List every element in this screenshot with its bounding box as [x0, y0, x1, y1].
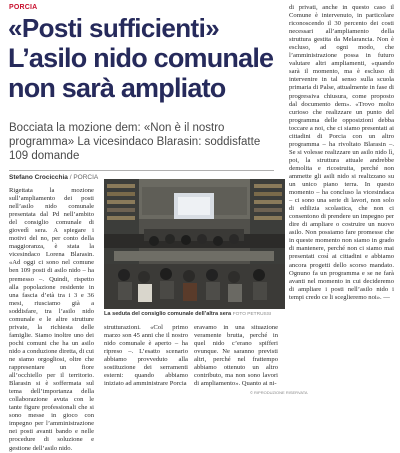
body-column-2: strutturazioni. «Col primo marzo son 45 anni che il nostro nido comunale è aperto – ha ripreso –. L’esatto scenario abbiamo provveduto alla sostituzione dei serramenti esterni: quando abbiamo iniziato ad amministrare Porcia	[104, 324, 188, 388]
subheadline: Bocciata la mozione dem: «Non è il nostro programma» La vicesindaco Blarasin: soddisfatte 109 domande	[9, 122, 261, 162]
council-meeting-photo	[104, 179, 285, 309]
byline	[9, 174, 98, 181]
body-column-1: Rigettata la mozione sull’ampliamento dei posti nell’asilo nido comunale presentata dal Pd nell’ambito del consiglio comunale di giovedì sera. A spiegare i motivi del no, per conto della maggioranza, è stata la vicesindaco Lorena Blarasin. «Ad oggi ci sono nel comune ben 109 posti di asilo nido – ha premesso –. Quindi, rispetto alla popolazione residente in una fascia d’età tra i 3 e 36 mesi, riusciamo già a soddisfare, tra l’asilo nido comunale e le altre strutture private, la richiesta delle famiglie. Siamo inoltre uno dei pochi comuni che ha un asilo nido a conduzione diretta, di cui ne siamo orgogliosi, oltre che rappresentare un fiore all’occhiello per il territorio. Blarasin si è soffermata sul tema dell’importanza della collaborazione avuta con le tante figure professionali che si sono messe in gioco con impegno per l’amministrazione nei posti avanti bando e nelle procedure di soluzione e gestione dell’asilo nido.	[9, 187, 94, 452]
body-column-3: eravamo in una situazione veramente brutta, perché in quel nido c’erano spifferi ovunque. Ne saranno previsti altri, perché nel frattempo abbiamo ottenuto un altro contributo, ma non sono lavori di ampliamento». Quanto ai ni-	[194, 324, 278, 388]
caption-credit: FOTO PETRUSSI	[232, 312, 272, 317]
copyright-footer: © RIPRODUZIONE RISERVATA	[250, 390, 308, 395]
byline-section: / PORCIA	[69, 174, 99, 181]
article-photo	[104, 179, 285, 309]
section-kicker: PORCIA	[9, 4, 38, 11]
headline-line-2: L’asilo nido comunale	[8, 43, 274, 73]
headline-line-3: non sarà ampliato	[8, 73, 226, 103]
byline-author: Stefano Crocicchia	[9, 174, 68, 181]
caption-text: La seduta del consiglio comunale dell’altra sera	[104, 311, 232, 317]
headline-line-1: «Posti sufficienti»	[8, 13, 220, 43]
photo-caption	[104, 311, 287, 317]
body-column-4: di privati, anche in questo caso il Comune è intervenuto, in particolare riconoscendo il 30 percento dei costi necessari all’ampliamento della struttura gestita da Melarancia. Non è escluso, ad ogni modo, che l’amministrazione possa in futuro valutare altri ampliamenti, «quando sarà il momento, ma è escluso di intervenire in tal senso sulla scuola primaria di Palse, attualmente in fase di progressiva chiusura, come proposto dal documento dem». «Trovo molto curioso che realizzare un punto del programma delle opposizioni debba toccare a noi, che ci siamo presentati ai cittadini di Porcia con un altro programma – ha rivoltato Blarasin –. Se si volesse realizzare un asilo nido lì, poi, la struttura attuale andrebbe demolita e ricostruita, perché non ammette gli asili nido si realizzano su un unico piano terra. In questo momento – ha concluso la vicesindaca – ci sono una serie di lavori, non solo di edilizia scolastica, che non ci consentono di prendere un impegno per dire di ampliare o costruire un nuovo asilo. Non possiamo fare promesse che in queste momento non siamo in grado di mantenere, perché non ci siamo mai presentati così ai cittadini e abbiamo ancora progetti dello scorso mandato. Ognuno fa un programma e se ne farà avanti nel momento in cui decideremo di ampliare i posti nell’asilo nido i tempi credo ce li sceglieremo noi». —	[289, 4, 394, 301]
byline-rule	[9, 170, 274, 171]
